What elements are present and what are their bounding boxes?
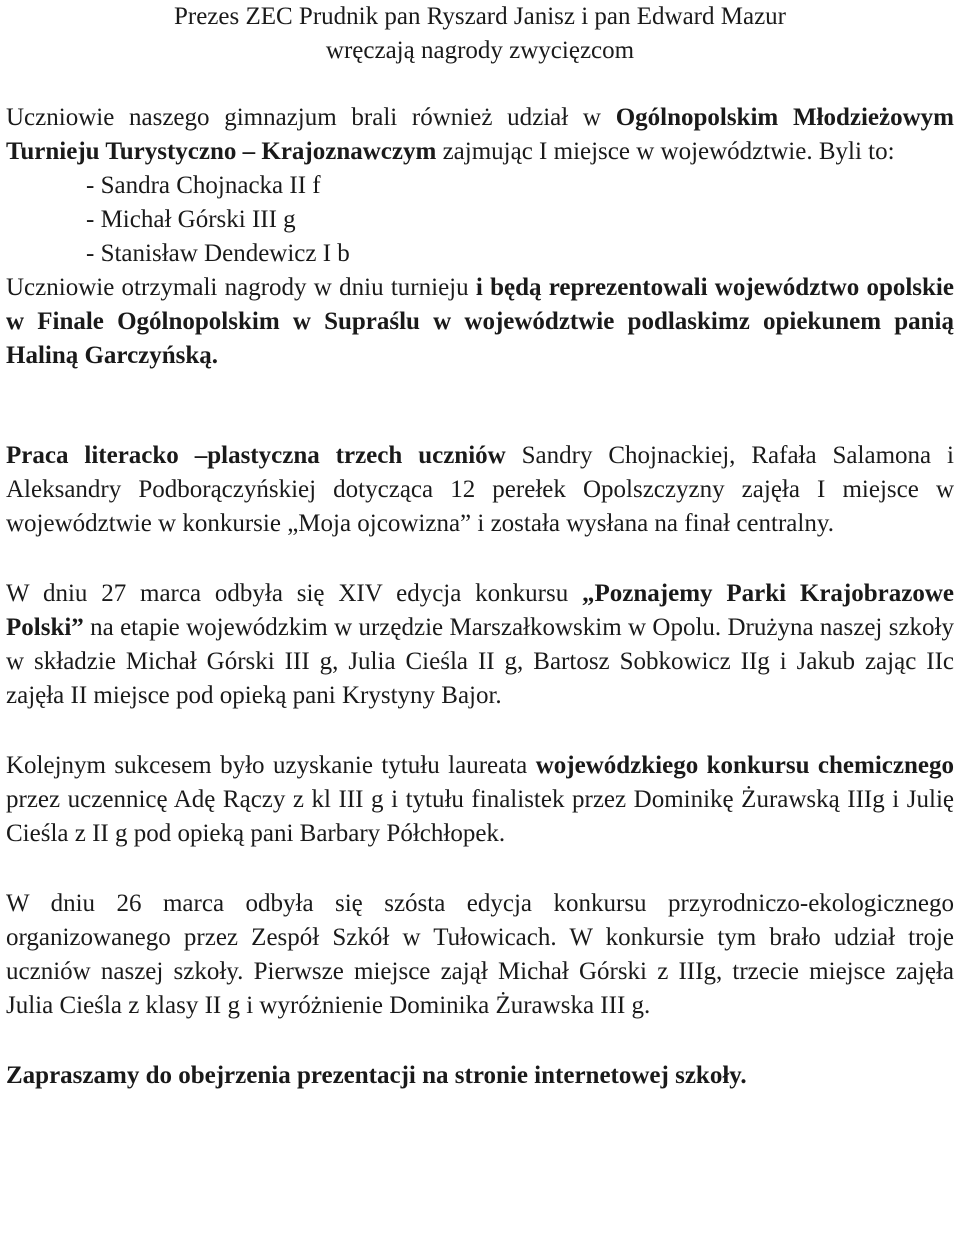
parks-contest-name: „Poznajemy Parki Krajobrazowe Polski” bbox=[6, 580, 954, 641]
tournament-result bbox=[6, 271, 954, 373]
section-nature-contest bbox=[6, 887, 954, 1023]
tournament-intro bbox=[6, 101, 954, 169]
chemistry-text-b: przez uczennicę Adę Rączy z kl III g i tytułu finalistek przez Dominikę Żurawską IIIg i Julię Cieśla z II g pod opieką pani Barbary Półchłopek. bbox=[6, 786, 954, 847]
tournament-result-text: Uczniowie otrzymali nagrody w dniu turnieju bbox=[6, 274, 476, 301]
tournament-intro-text-b: zajmując I miejsce w województwie. Byli to: bbox=[436, 138, 895, 165]
literary-paragraph bbox=[6, 439, 954, 541]
literary-bold: Praca literacko –plastyczna trzech uczniów bbox=[6, 442, 506, 469]
caption-line-1: Prezes ZEC Prudnik pan Ryszard Janisz i pan Edward Mazur bbox=[173, 3, 787, 30]
student-list bbox=[6, 169, 954, 271]
section-parks-contest bbox=[6, 577, 954, 713]
presentation-invite bbox=[6, 1059, 954, 1093]
section-chemistry-contest bbox=[6, 749, 954, 851]
tournament-name: Ogólnopolskim Młodzieżowym Turnieju Turystyczno – Krajoznawczym bbox=[6, 104, 954, 165]
tournament-intro-text-a: Uczniowie naszego gimnazjum brali również udział w bbox=[6, 104, 616, 131]
parks-text-b: na etapie wojewódzkim w urzędzie Marszałkowskim w Opolu. Drużyna naszej szkoły w składzie Michał Górski III g, Julia Cieśla II g, Bartosz Sobkowicz IIg i Jakub zając IIc zajęła II miejsce pod opieką pani Krystyny Bajor. bbox=[6, 614, 954, 709]
caption-line-2: wręczają nagrody zwycięzcom bbox=[325, 37, 635, 64]
list-item: - Stanisław Dendewicz I b bbox=[86, 240, 350, 267]
section-literary-work bbox=[6, 439, 954, 541]
chemistry-text-a: Kolejnym sukcesem było uzyskanie tytułu laureata bbox=[6, 752, 536, 779]
list-item: - Sandra Chojnacka II f bbox=[86, 172, 321, 199]
literary-text: Sandry Chojnackiej, Rafała Salamona i Aleksandry Podborączyńskiej dotycząca 12 perełek Opolszczyzny zajęła I miejsce w województwie w konkursie „Moja ojcowizna” i została wysłana na finał centralny. bbox=[6, 442, 954, 537]
chemistry-paragraph bbox=[6, 749, 954, 851]
parks-paragraph bbox=[6, 577, 954, 713]
tournament-result-bold: i będą reprezentowali województwo opolskie w Finale Ogólnopolskim w Supraślu w województwie podlaskimz opiekunem panią Haliną Garczyńską. bbox=[6, 274, 954, 369]
section-tournament bbox=[6, 101, 954, 373]
parks-text-a: W dniu 27 marca odbyła się XIV edycja konkursu bbox=[6, 580, 583, 607]
list-item: - Michał Górski III g bbox=[86, 206, 296, 233]
photo-caption bbox=[6, 0, 954, 68]
section-footer bbox=[6, 1059, 954, 1093]
presentation-invite-text: Zapraszamy do obejrzenia prezentacji na stronie internetowej szkoły. bbox=[6, 1062, 747, 1089]
chemistry-contest-name: wojewódzkiego konkursu chemicznego bbox=[535, 752, 954, 779]
nature-paragraph: W dniu 26 marca odbyła się szósta edycja konkursu przyrodniczo-ekologicznego organizowanego przez Zespół Szkół w Tułowicach. W konkursie tym brało udział troje uczniów naszej szkoły. Pierwsze miejsce zajął Michał Górski z IIIg, trzecie miejsce zajęła Julia Cieśla z klasy II g i wyróżnienie Dominika Żurawska III g. bbox=[6, 890, 954, 1019]
